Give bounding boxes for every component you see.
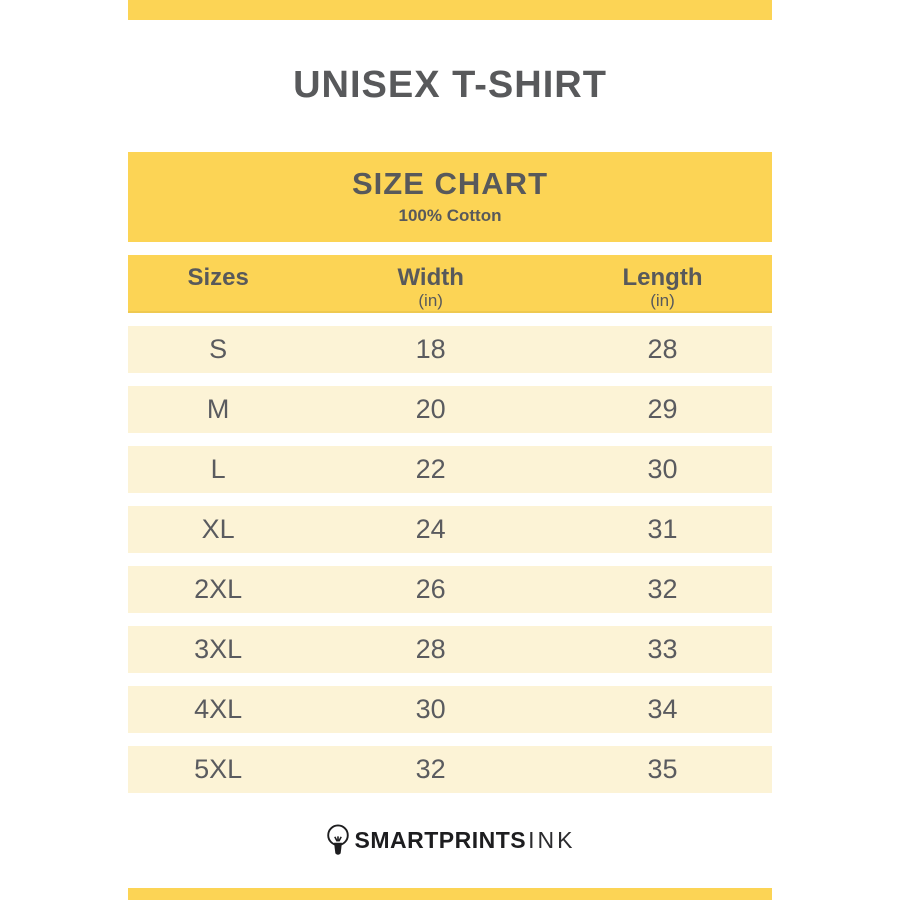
- size-chart-header: [128, 152, 772, 242]
- table-row: [128, 566, 772, 613]
- length-value: 31: [647, 514, 678, 544]
- length-value: 35: [647, 754, 678, 784]
- table-header-row: [128, 255, 772, 313]
- bottom-accent-bar: [128, 888, 772, 900]
- table-row: [128, 386, 772, 433]
- size-value: XL: [201, 514, 235, 544]
- column-unit: (in): [650, 291, 675, 310]
- column-label: Width: [397, 264, 464, 291]
- width-value: 28: [415, 634, 446, 664]
- width-value: 24: [415, 514, 446, 544]
- length-value: 30: [647, 454, 678, 484]
- top-accent-bar: [128, 0, 772, 20]
- length-value: 34: [647, 694, 678, 724]
- table-row: [128, 746, 772, 793]
- size-value: M: [206, 394, 230, 424]
- width-value: 18: [415, 334, 446, 364]
- size-value: 5XL: [194, 754, 243, 784]
- column-label: Sizes: [187, 264, 249, 291]
- size-value: 2XL: [194, 574, 243, 604]
- column-label: Length: [622, 264, 703, 291]
- size-value: S: [209, 334, 228, 364]
- lightbulb-icon: [325, 823, 355, 857]
- length-value: 28: [647, 334, 678, 364]
- column-unit: (in): [418, 291, 443, 310]
- brand-name-primary: SMARTPRINTS: [354, 826, 527, 853]
- size-chart-subtitle: 100% Cotton: [398, 206, 502, 225]
- brand-name-secondary: INK: [528, 826, 576, 853]
- size-value: 3XL: [194, 634, 243, 664]
- length-value: 32: [647, 574, 678, 604]
- width-value: 26: [415, 574, 446, 604]
- width-value: 20: [415, 394, 446, 424]
- length-value: 29: [647, 394, 678, 424]
- table-row: [128, 686, 772, 733]
- page-title: UNISEX T-SHIRT: [293, 64, 607, 106]
- table-row: [128, 326, 772, 373]
- length-value: 33: [647, 634, 678, 664]
- size-value: L: [210, 454, 226, 484]
- table-row: [128, 446, 772, 493]
- column-header-sizes: [128, 255, 308, 313]
- width-value: 32: [415, 754, 446, 784]
- width-value: 22: [415, 454, 446, 484]
- column-header-length: [553, 255, 772, 313]
- size-chart-title: SIZE CHART: [352, 166, 548, 201]
- width-value: 30: [415, 694, 446, 724]
- table-row: [128, 506, 772, 553]
- brand-footer: [0, 820, 900, 860]
- table-row: [128, 626, 772, 673]
- size-value: 4XL: [194, 694, 243, 724]
- size-table: [128, 255, 772, 793]
- column-header-width: [308, 255, 553, 313]
